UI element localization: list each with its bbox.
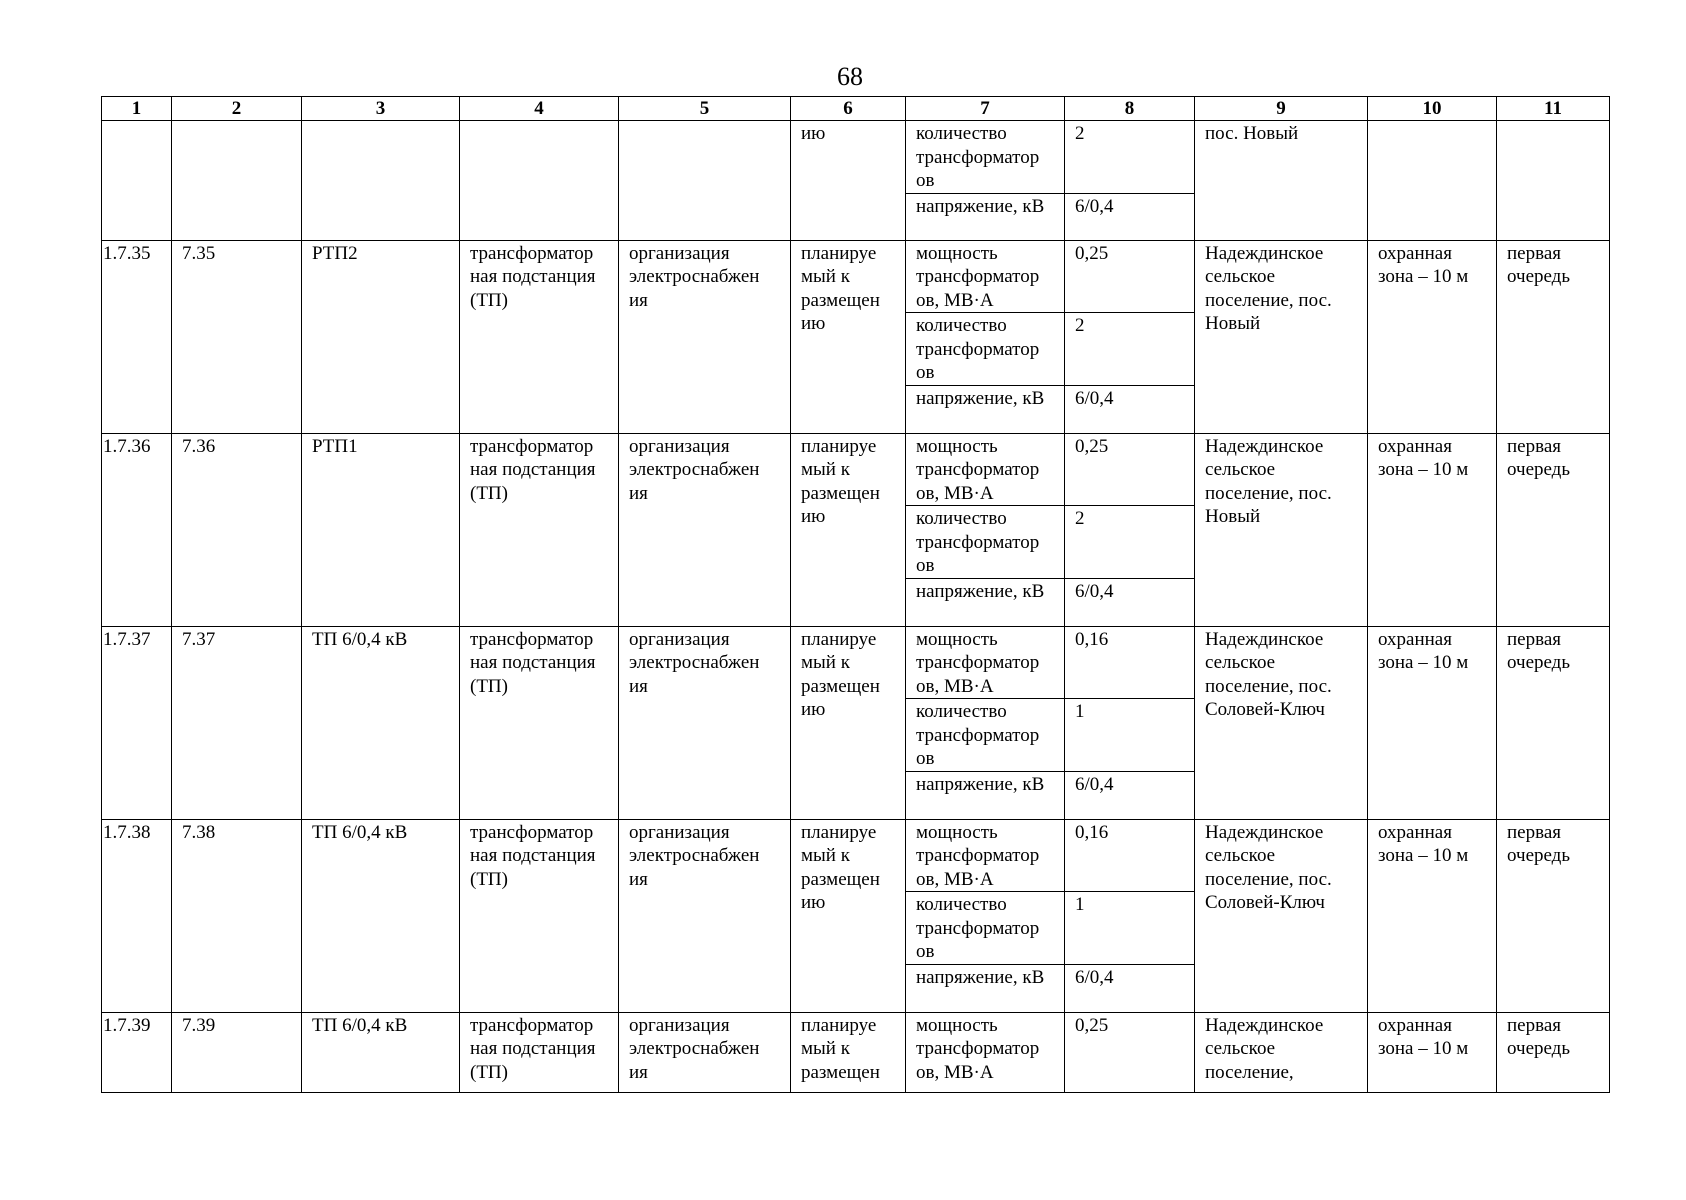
column-number: 3: [302, 97, 460, 121]
cell-code: 7.39: [172, 1012, 302, 1092]
cell-status: ию: [791, 121, 906, 241]
table-row: [102, 819, 1610, 892]
column-number: 2: [172, 97, 302, 121]
cell-index: 1.7.35: [102, 240, 172, 433]
cell-index: 1.7.37: [102, 626, 172, 819]
cell-param: количество трансформатор ов: [906, 121, 1065, 194]
cell-status: планируе мый к размещен ию: [791, 433, 906, 626]
cell-location: пос. Новый: [1195, 121, 1368, 241]
cell-value: 1: [1065, 892, 1195, 965]
cell-purpose: организация электроснабжен ия: [619, 240, 791, 433]
cell-zone: охранная зона – 10 м: [1368, 240, 1497, 433]
column-number-row: [102, 97, 1610, 121]
column-number: 5: [619, 97, 791, 121]
cell-code: 7.38: [172, 819, 302, 1012]
cell-type: трансформатор ная подстанция (ТП): [460, 240, 619, 433]
cell-param: мощность трансформатор ов, МВ·А: [906, 819, 1065, 892]
planning-table: [101, 96, 1610, 1093]
column-number: 9: [1195, 97, 1368, 121]
column-number: 6: [791, 97, 906, 121]
cell-type: трансформатор ная подстанция (ТП): [460, 1012, 619, 1092]
table-row: [102, 433, 1610, 506]
cell-code: [172, 121, 302, 241]
cell-name: РТП2: [302, 240, 460, 433]
cell-param: напряжение, кВ: [906, 385, 1065, 433]
cell-type: трансформатор ная подстанция (ТП): [460, 433, 619, 626]
cell-value: 0,25: [1065, 1012, 1195, 1092]
cell-name: ТП 6/0,4 кВ: [302, 819, 460, 1012]
cell-value: 2: [1065, 121, 1195, 194]
cell-stage: первая очередь: [1497, 626, 1610, 819]
cell-type: [460, 121, 619, 241]
cell-value: 6/0,4: [1065, 771, 1195, 819]
cell-location: Надеждинское сельское поселение, пос. Новый: [1195, 433, 1368, 626]
cell-status: планируе мый к размещен ию: [791, 240, 906, 433]
cell-status: планируе мый к размещен ию: [791, 819, 906, 1012]
cell-zone: охранная зона – 10 м: [1368, 433, 1497, 626]
table-row: [102, 240, 1610, 313]
cell-param: мощность трансформатор ов, МВ·А: [906, 1012, 1065, 1092]
table-row: [102, 626, 1610, 699]
cell-value: 6/0,4: [1065, 193, 1195, 240]
column-number: 7: [906, 97, 1065, 121]
cell-stage: первая очередь: [1497, 819, 1610, 1012]
cell-purpose: организация электроснабжен ия: [619, 1012, 791, 1092]
column-number: 10: [1368, 97, 1497, 121]
cell-param: количество трансформатор ов: [906, 892, 1065, 965]
cell-stage: первая очередь: [1497, 240, 1610, 433]
cell-param: количество трансформатор ов: [906, 313, 1065, 386]
cell-type: трансформатор ная подстанция (ТП): [460, 819, 619, 1012]
cell-index: 1.7.36: [102, 433, 172, 626]
cell-zone: охранная зона – 10 м: [1368, 1012, 1497, 1092]
column-number: 8: [1065, 97, 1195, 121]
cell-status: планируе мый к размещен ию: [791, 626, 906, 819]
cell-status: планируе мый к размещен: [791, 1012, 906, 1092]
cell-value: 1: [1065, 699, 1195, 772]
cell-zone: охранная зона – 10 м: [1368, 819, 1497, 1012]
cell-value: 0,16: [1065, 819, 1195, 892]
cell-name: ТП 6/0,4 кВ: [302, 1012, 460, 1092]
cell-value: 2: [1065, 313, 1195, 386]
cell-location: Надеждинское сельское поселение,: [1195, 1012, 1368, 1092]
cell-value: 6/0,4: [1065, 964, 1195, 1012]
cell-code: 7.37: [172, 626, 302, 819]
cell-index: 1.7.38: [102, 819, 172, 1012]
cell-purpose: организация электроснабжен ия: [619, 626, 791, 819]
cell-param: напряжение, кВ: [906, 578, 1065, 626]
cell-purpose: организация электроснабжен ия: [619, 433, 791, 626]
column-number: 11: [1497, 97, 1610, 121]
cell-value: 6/0,4: [1065, 385, 1195, 433]
cell-name: РТП1: [302, 433, 460, 626]
cell-param: мощность трансформатор ов, МВ·А: [906, 626, 1065, 699]
cell-stage: первая очередь: [1497, 1012, 1610, 1092]
cell-type: трансформатор ная подстанция (ТП): [460, 626, 619, 819]
cell-param: напряжение, кВ: [906, 964, 1065, 1012]
cell-index: [102, 121, 172, 241]
cell-zone: охранная зона – 10 м: [1368, 626, 1497, 819]
column-number: 1: [102, 97, 172, 121]
cell-name: ТП 6/0,4 кВ: [302, 626, 460, 819]
cell-param: мощность трансформатор ов, МВ·А: [906, 433, 1065, 506]
cell-name: [302, 121, 460, 241]
cell-param: количество трансформатор ов: [906, 506, 1065, 579]
table-row: [102, 1012, 1610, 1092]
cell-param: мощность трансформатор ов, МВ·А: [906, 240, 1065, 313]
cell-location: Надеждинское сельское поселение, пос. Новый: [1195, 240, 1368, 433]
column-number: 4: [460, 97, 619, 121]
cell-value: 2: [1065, 506, 1195, 579]
cell-purpose: [619, 121, 791, 241]
continuation-row: [102, 121, 1610, 194]
page-number: 68: [837, 62, 863, 91]
cell-value: 0,25: [1065, 433, 1195, 506]
cell-param: напряжение, кВ: [906, 193, 1065, 240]
cell-value: 6/0,4: [1065, 578, 1195, 626]
cell-location: Надеждинское сельское поселение, пос. Соловей-Ключ: [1195, 626, 1368, 819]
cell-zone: [1368, 121, 1497, 241]
cell-stage: первая очередь: [1497, 433, 1610, 626]
cell-location: Надеждинское сельское поселение, пос. Соловей-Ключ: [1195, 819, 1368, 1012]
cell-param: напряжение, кВ: [906, 771, 1065, 819]
cell-purpose: организация электроснабжен ия: [619, 819, 791, 1012]
cell-param: количество трансформатор ов: [906, 699, 1065, 772]
cell-index: 1.7.39: [102, 1012, 172, 1092]
cell-code: 7.36: [172, 433, 302, 626]
cell-stage: [1497, 121, 1610, 241]
cell-value: 0,25: [1065, 240, 1195, 313]
cell-code: 7.35: [172, 240, 302, 433]
cell-value: 0,16: [1065, 626, 1195, 699]
